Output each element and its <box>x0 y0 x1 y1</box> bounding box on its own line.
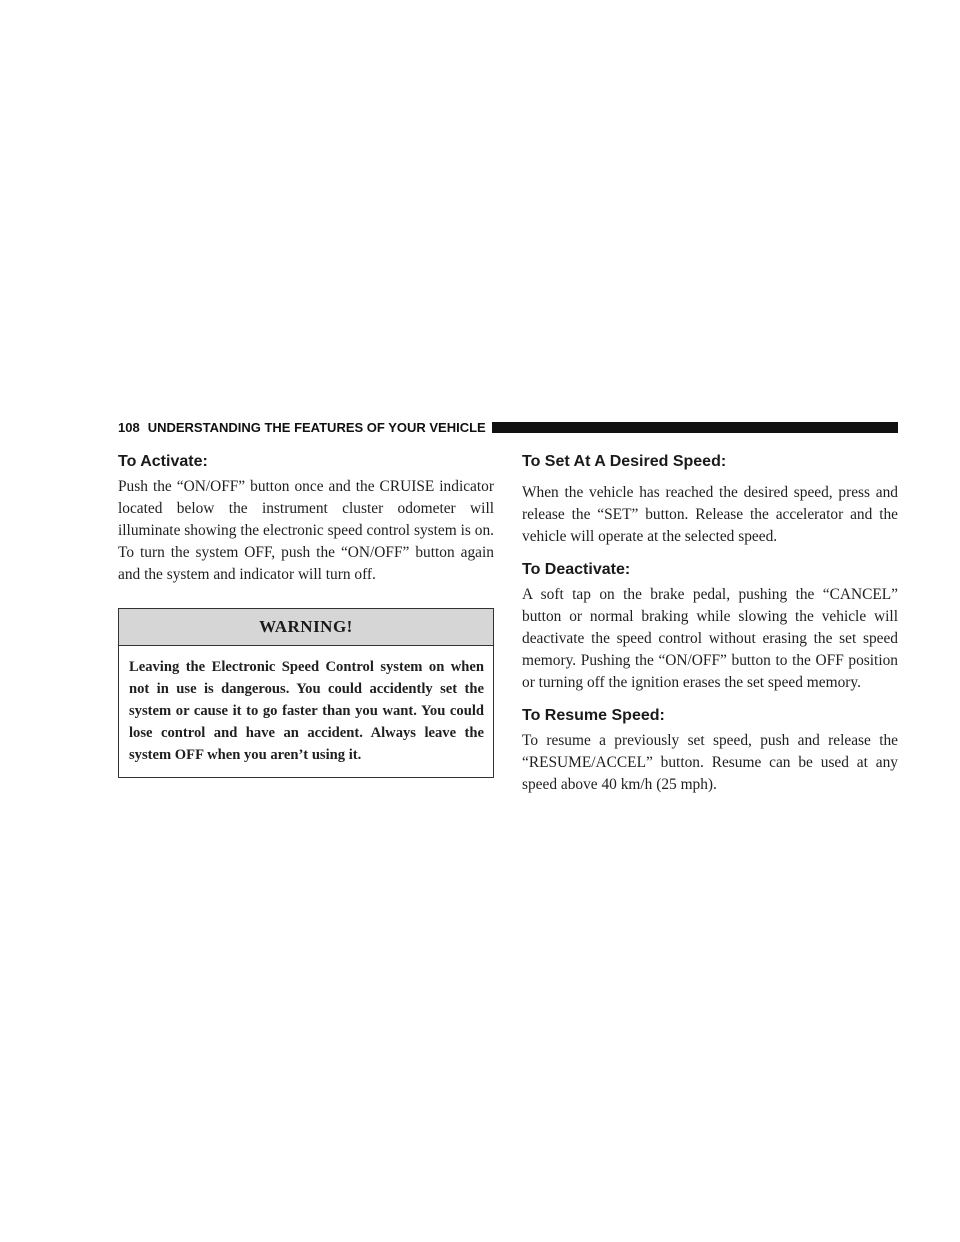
section-deactivate <box>522 560 898 694</box>
running-header <box>118 419 898 435</box>
right-column <box>522 452 898 796</box>
left-column <box>118 452 494 778</box>
paragraph-resume: To resume a previously set speed, push and release the “RESUME/ACCEL” button. Resume can be used at any speed above 40 km/h (25 mph). <box>522 732 898 793</box>
heading-set-speed: To Set At A Desired Speed: <box>522 453 727 470</box>
section-resume <box>522 706 898 796</box>
paragraph-activate: Push the “ON/OFF” button once and the CRUISE indicator located below the instrument cluster odometer will illuminate showing the electronic speed control system is on. To turn the system OFF, push the “ON/OFF” button again and the system and indicator will turn off. <box>118 478 494 583</box>
warning-text: Leaving the Electronic Speed Control system on when not in use is dangerous. You could accidently set the system or cause it to go faster than you want. You could lose control and have an accident. Always leave the system OFF when you aren’t using it. <box>129 659 484 763</box>
paragraph-deactivate: A soft tap on the brake pedal, pushing the “CANCEL” button or normal braking while slowing the vehicle will deactivate the speed control without erasing the set speed memory. Pushing the “ON/OFF” button to the OFF position or turning off the ignition erases the set speed memory. <box>522 586 898 691</box>
warning-title: WARNING! <box>119 609 493 646</box>
section-activate <box>118 452 494 586</box>
section-title: UNDERSTANDING THE FEATURES OF YOUR VEHICLE <box>147 419 486 435</box>
heading-deactivate: To Deactivate: <box>522 561 631 578</box>
section-set-speed <box>522 452 898 548</box>
page-number: 108 <box>118 419 140 435</box>
header-rule <box>492 422 898 433</box>
heading-resume: To Resume Speed: <box>522 707 665 724</box>
warning-box <box>118 608 494 778</box>
paragraph-set-speed: When the vehicle has reached the desired speed, press and release the “SET” button. Release the accelerator and the vehicle will operate at the selected speed. <box>522 484 898 545</box>
heading-activate: To Activate: <box>118 453 208 470</box>
